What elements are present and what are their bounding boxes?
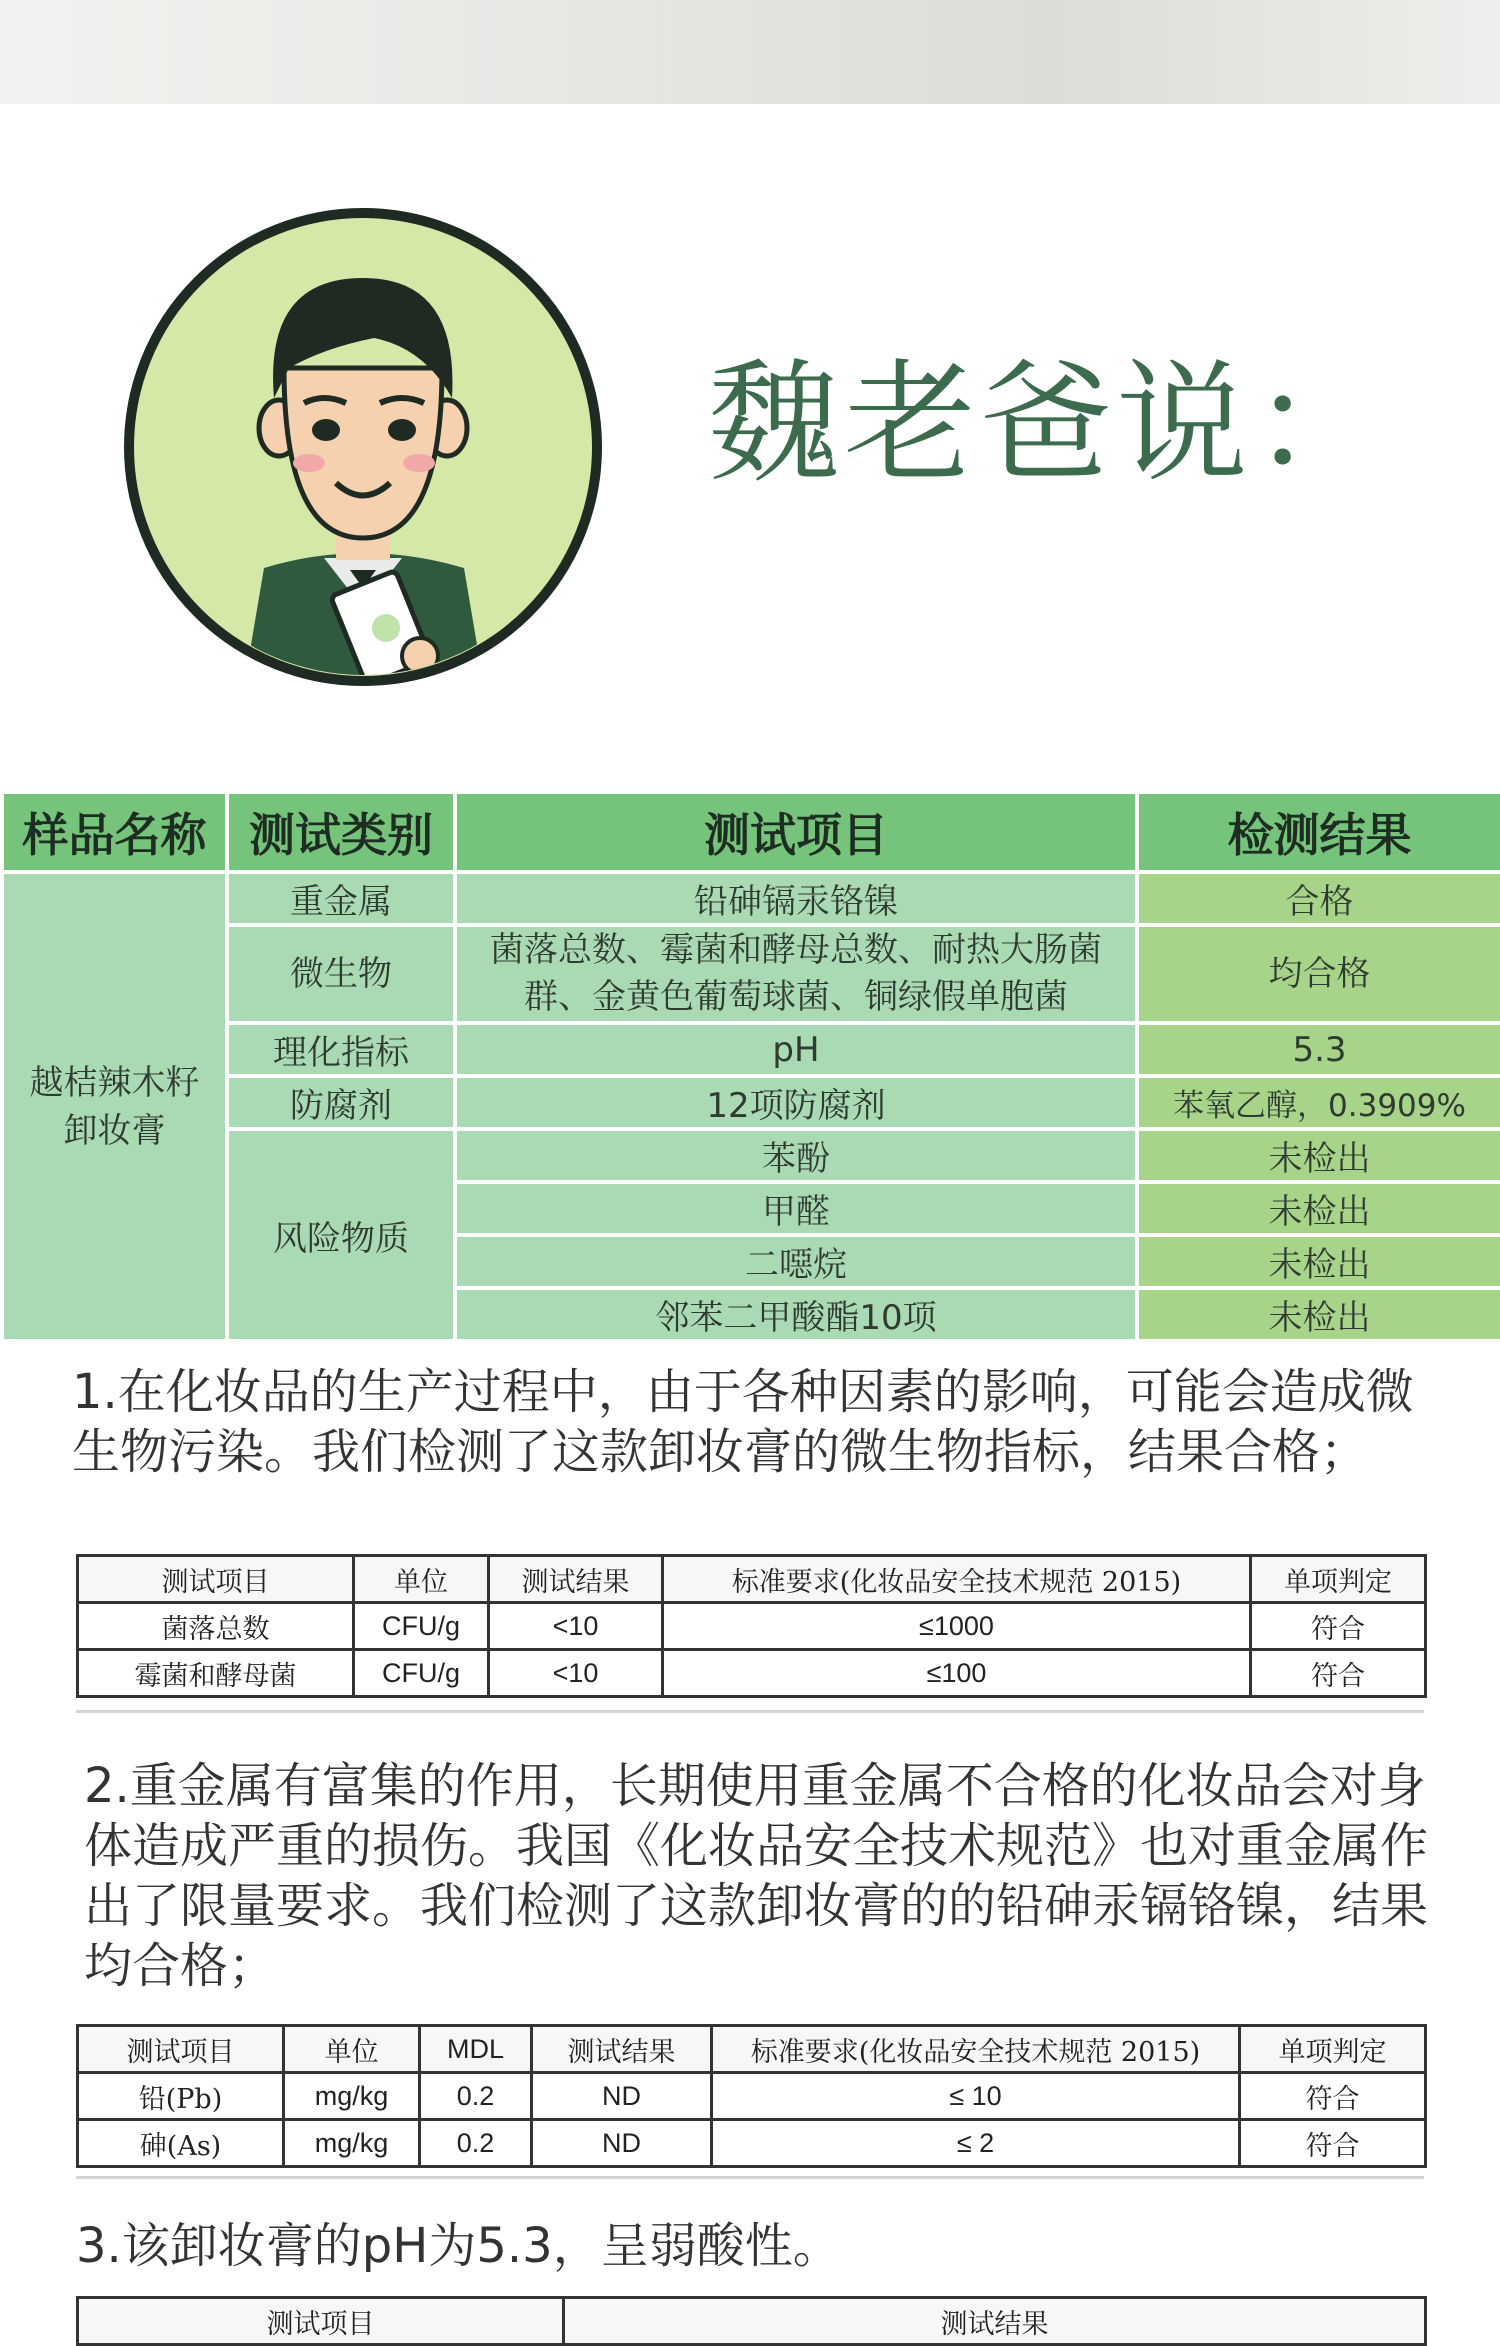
item-cell: 邻苯二甲酸酯10项 <box>455 1288 1137 1341</box>
col-header: 测试项目 <box>78 2026 284 2073</box>
category-cell: 理化指标 <box>227 1023 455 1076</box>
result-cell: 未检出 <box>1137 1235 1500 1288</box>
header-test-item: 测试项目 <box>455 792 1137 872</box>
header-result: 检测结果 <box>1137 792 1500 872</box>
table-row <box>78 2073 1426 2120</box>
table-cell: ND <box>532 2120 712 2167</box>
table-cell: 符合 <box>1240 2120 1426 2167</box>
item-cell: 二噁烷 <box>455 1235 1137 1288</box>
table-cell: <10 <box>489 1650 663 1697</box>
sample-name-cell: 越桔辣木籽 卸妆膏 <box>2 872 227 1341</box>
item-cell: 12项防腐剂 <box>455 1076 1137 1129</box>
table-cell: 0.2 <box>420 2120 532 2167</box>
category-cell: 重金属 <box>227 872 455 925</box>
category-cell: 微生物 <box>227 925 455 1023</box>
table-cell: mg/kg <box>284 2073 420 2120</box>
top-banner-image <box>0 0 1500 104</box>
category-cell: 风险物质 <box>227 1129 455 1341</box>
table-cell: ≤1000 <box>663 1603 1251 1650</box>
col-header: 单项判定 <box>1240 2026 1426 2073</box>
col-header: 测试结果 <box>532 2026 712 2073</box>
col-header: 测试项目 <box>78 2298 564 2345</box>
col-header: 单位 <box>284 2026 420 2073</box>
result-cell: 5.3 <box>1137 1023 1500 1076</box>
table-cell: 砷(As) <box>78 2120 284 2167</box>
page-title: 魏老爸说： <box>708 347 1388 501</box>
ph-report-table <box>76 2296 1427 2346</box>
table-cell: 菌落总数 <box>78 1603 354 1650</box>
paragraph-heavy-metal: 2.重金属有富集的作用，长期使用重金属不合格的化妆品会对身体造成严重的损伤。我国《化妆品安全技术规范》也对重金属作出了限量要求。我们检测了这款卸妆膏的的铅砷汞镉铬镍，结果均合格； <box>84 1758 1429 1994</box>
col-header: 标准要求(化妆品安全技术规范 2015) <box>663 1556 1251 1603</box>
cropped-row-hint <box>76 2170 1424 2188</box>
result-cell: 未检出 <box>1137 1288 1500 1341</box>
table-cell: ≤ 10 <box>712 2073 1240 2120</box>
table-row <box>78 2120 1426 2167</box>
item-cell: 甲醛 <box>455 1182 1137 1235</box>
table-cell: 铅(Pb) <box>78 2073 284 2120</box>
table-cell: <10 <box>489 1603 663 1650</box>
col-header: 标准要求(化妆品安全技术规范 2015) <box>712 2026 1240 2073</box>
table-cell: 0.2 <box>420 2073 532 2120</box>
category-cell: 防腐剂 <box>227 1076 455 1129</box>
col-header: 单项判定 <box>1251 1556 1426 1603</box>
header-test-category: 测试类别 <box>227 792 455 872</box>
cropped-row-hint <box>76 1704 1424 1722</box>
result-cell: 苯氧乙醇，0.3909% <box>1137 1076 1500 1129</box>
paragraph-ph: 3.该卸妆膏的pH为5.3，呈弱酸性。 <box>76 2218 841 2274</box>
col-header: 测试结果 <box>564 2298 1426 2345</box>
microbe-report-table <box>76 1554 1427 1698</box>
col-header: MDL <box>420 2026 532 2073</box>
table-cell: mg/kg <box>284 2120 420 2167</box>
table-row <box>78 1603 1426 1650</box>
heavy-metal-report-table <box>76 2024 1427 2168</box>
item-cell: 苯酚 <box>455 1129 1137 1182</box>
table-cell: 霉菌和酵母菌 <box>78 1650 354 1697</box>
item-cell: pH <box>455 1023 1137 1076</box>
result-cell: 均合格 <box>1137 925 1500 1023</box>
col-header: 测试项目 <box>78 1556 354 1603</box>
table-cell: ≤ 2 <box>712 2120 1240 2167</box>
header-sample-name: 样品名称 <box>2 792 227 872</box>
table-cell: 符合 <box>1251 1603 1426 1650</box>
dad-avatar-illustration <box>124 208 602 686</box>
table-cell: CFU/g <box>354 1603 489 1650</box>
item-cell: 铅砷镉汞铬镍 <box>455 872 1137 925</box>
col-header: 单位 <box>354 1556 489 1603</box>
table-cell: 符合 <box>1240 2073 1426 2120</box>
table-cell: ND <box>532 2073 712 2120</box>
result-cell: 合格 <box>1137 872 1500 925</box>
table-cell: 符合 <box>1251 1650 1426 1697</box>
result-cell: 未检出 <box>1137 1182 1500 1235</box>
table-row <box>78 1650 1426 1697</box>
paragraph-microbe: 1.在化妆品的生产过程中，由于各种因素的影响，可能会造成微生物污染。我们检测了这款卸妆膏的微生物指标，结果合格； <box>72 1364 1414 1480</box>
table-cell: ≤100 <box>663 1650 1251 1697</box>
result-cell: 未检出 <box>1137 1129 1500 1182</box>
table-cell: CFU/g <box>354 1650 489 1697</box>
item-cell: 菌落总数、霉菌和酵母总数、耐热大肠菌 群、金黄色葡萄球菌、铜绿假单胞菌 <box>455 925 1137 1023</box>
col-header: 测试结果 <box>489 1556 663 1603</box>
summary-table <box>0 790 1500 1343</box>
